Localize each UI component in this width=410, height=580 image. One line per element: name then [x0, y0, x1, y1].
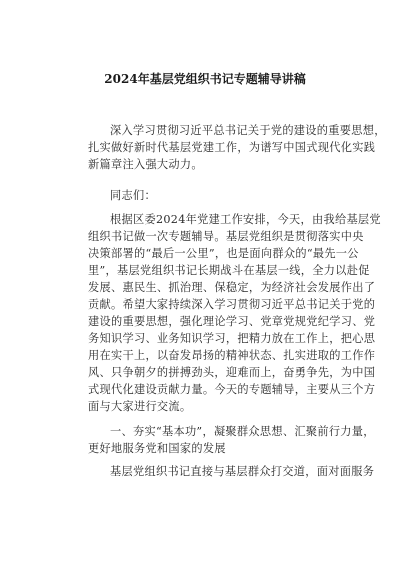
intro-paragraph [88, 122, 386, 173]
body-line: 风、只争朝夕的拼搏劲头，迎难而上，奋勇争先，为中国 [88, 366, 376, 379]
intro-line: 新篇章注入强大动力。 [88, 158, 203, 171]
body-line: 基层党组织书记直接与基层群众打交道，面对面服务 [110, 465, 375, 478]
salutation-line: 同志们： [110, 189, 156, 202]
section-heading-line: 一、夯实“基本功”，凝聚群众思想、汇聚前行力量， [110, 425, 375, 438]
body-line: 决策部署的“最后一公里”，也是面向群众的“最先一公 [88, 247, 359, 260]
body-line: 务知识学习、业务知识学习，把精力放在工作上，把心思 [88, 332, 376, 345]
body-line: 组织书记做一次专题辅导。基层党组织是贯彻落实中央 [88, 230, 364, 243]
section-heading-1 [88, 423, 375, 457]
body-line: 根据区委2024年党建工作安排，今天，由我给基层党 [110, 213, 381, 226]
body-line: 里”，基层党组织书记长期战斗在基层一线，全力以赴促 [88, 264, 370, 277]
section-heading-line: 更好地服务党和国家的发展 [88, 442, 226, 455]
body-line: 发展、惠民生、抓治理、保稳定，为经济社会发展作出了 [88, 281, 376, 294]
intro-line: 深入学习贯彻习近平总书记关于党的建设的重要思想， [110, 124, 386, 137]
body-line: 贡献。希望大家持续深入学习贯彻习近平总书记关于党的 [88, 298, 376, 311]
body-line: 建设的重要思想，强化理论学习、党章党规党纪学习、党 [88, 315, 376, 328]
intro-line: 扎实做好新时代基层党建工作，为谱写中国式现代化实践 [88, 141, 376, 154]
body-paragraph [88, 211, 381, 415]
body-line: 式现代化建设贡献力量。今天的专题辅导，主要从三个方 [88, 383, 376, 396]
body-line: 面与大家进行交流。 [88, 400, 192, 413]
salutation [88, 187, 350, 204]
section-1-paragraph [88, 463, 375, 480]
document-title: 2024年基层党组织书记专题辅导讲稿 [104, 72, 306, 86]
body-line: 用在实干上，以奋发昂扬的精神状态、扎实进取的工作作 [88, 349, 376, 362]
